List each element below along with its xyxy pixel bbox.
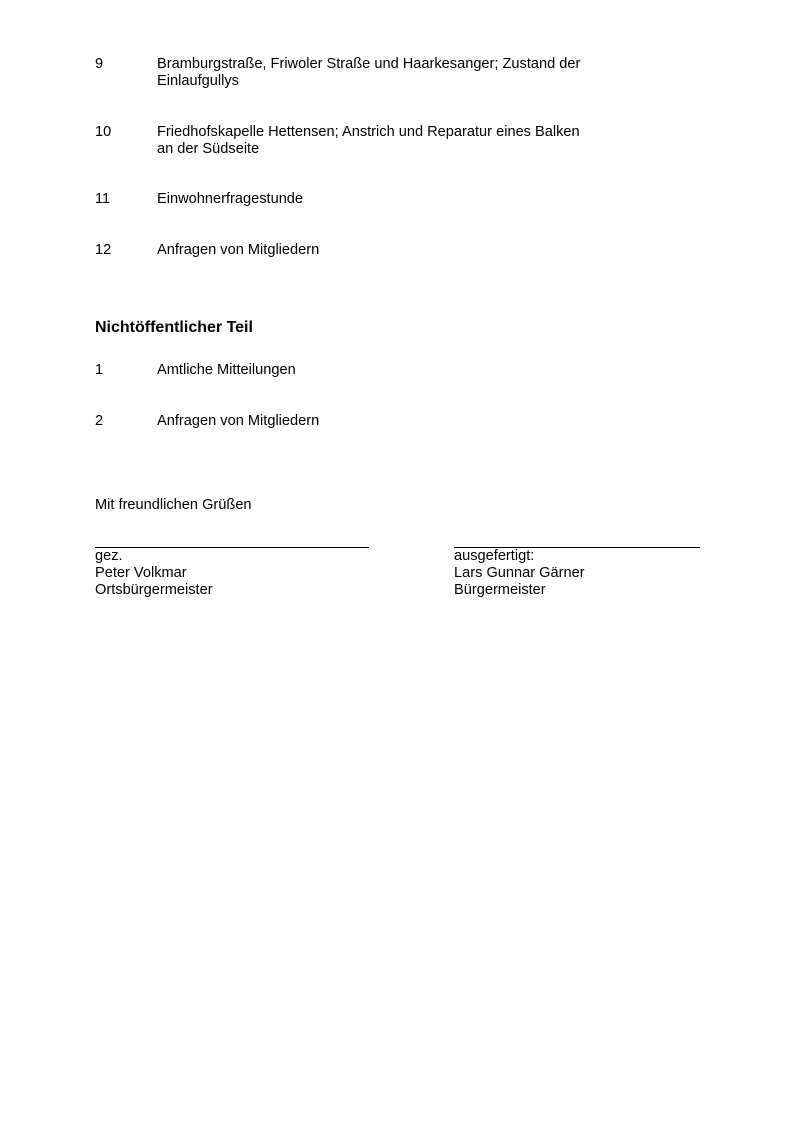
agenda-item-line: Amtliche Mitteilungen bbox=[157, 362, 296, 378]
agenda-item-line: Anfragen von Mitgliedern bbox=[157, 242, 320, 258]
signature-block-right bbox=[454, 547, 700, 599]
agenda-item-number: 10 bbox=[95, 124, 112, 140]
signature-block-left bbox=[95, 547, 369, 599]
agenda-item-number: 2 bbox=[95, 413, 104, 429]
agenda-item-text bbox=[157, 191, 597, 208]
agenda-item-line: Anfragen von Mitgliedern bbox=[157, 413, 320, 429]
agenda-item-text bbox=[157, 124, 597, 158]
agenda-item-number: 12 bbox=[95, 242, 112, 258]
agenda-item-number: 1 bbox=[95, 362, 104, 378]
agenda-item-line: Einlaufgullys bbox=[157, 73, 239, 89]
agenda-item-line: Bramburgstraße, Friwoler Straße und Haarkesanger; Zustand der bbox=[157, 56, 581, 72]
signature-name: Lars Gunnar Gärner bbox=[454, 565, 585, 581]
agenda-item-text bbox=[157, 242, 597, 259]
signature-title: Bürgermeister bbox=[454, 582, 546, 598]
agenda-item-line: an der Südseite bbox=[157, 141, 260, 157]
agenda-item-number: 9 bbox=[95, 56, 104, 72]
closing-greeting: Mit freundlichen Grüßen bbox=[95, 497, 252, 513]
signature-note: ausgefertigt: bbox=[454, 548, 535, 564]
signature-note: gez. bbox=[95, 548, 123, 564]
section-heading-nonpublic: Nichtöffentlicher Teil bbox=[95, 319, 253, 336]
signature-name: Peter Volkmar bbox=[95, 565, 187, 581]
agenda-item-line: Friedhofskapelle Hettensen; Anstrich und Reparatur eines Balken bbox=[157, 124, 580, 140]
signature-title: Ortsbürgermeister bbox=[95, 582, 213, 598]
agenda-item-line: Einwohnerfragestunde bbox=[157, 191, 304, 207]
agenda-item-number: 11 bbox=[95, 191, 111, 207]
agenda-item-text bbox=[157, 413, 597, 430]
agenda-item-text bbox=[157, 362, 597, 379]
agenda-item-text bbox=[157, 56, 597, 90]
